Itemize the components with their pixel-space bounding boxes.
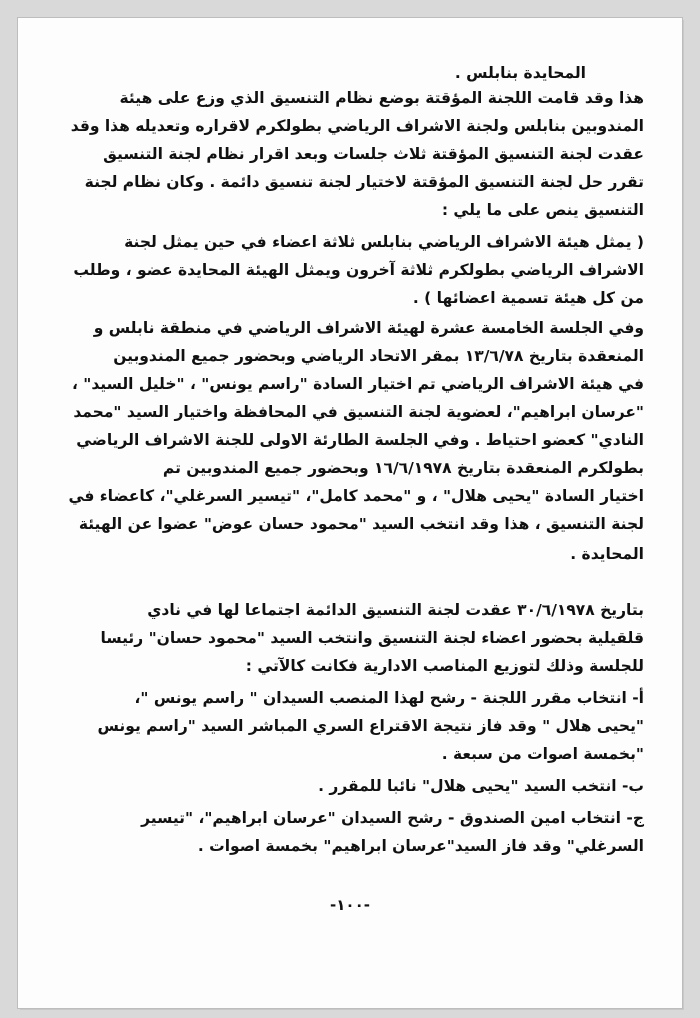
text-line: المحايدة .	[570, 545, 644, 563]
text-line: "عرسان ابراهيم"، لعضوية لجنة التنسيق في المحافظة واختيار السيد "محمد	[73, 403, 644, 421]
text-line: الاشراف الرياضي بطولكرم ثلاثة آخرون ويمثل الهيئة المحايدة عضو ، وطلب	[73, 261, 644, 279]
list-item: ب- انتخب السيد "يحيى هلال" نائبا للمقرر .	[318, 777, 644, 795]
text-line: المحايدة بنابلس .	[454, 64, 586, 82]
document-page	[18, 18, 682, 1008]
text-line: للجلسة وذلك لتوزيع المناصب الادارية فكانت كالآتي :	[245, 657, 644, 675]
text-line: النادي" كعضو احتياط . وفي الجلسة الطارئة الاولى للجنة الاشراف الرياضي	[76, 431, 644, 449]
text-line: قلقيلية بحضور اعضاء لجنة التنسيق وانتخب السيد "محمود حسان" رئيسا	[100, 629, 644, 647]
text-line: من كل هيئة تسمية اعضائها ) .	[412, 289, 644, 307]
text-line: وفي الجلسة الخامسة عشرة لهيئة الاشراف الرياضي في منطقة نابلس و	[93, 319, 644, 337]
text-line: لجنة التنسيق ، هذا وقد انتخب السيد "محمود حسان عوض" عضوا عن الهيئة	[78, 515, 644, 533]
list-item: ج- انتخاب امين الصندوق - رشح السيدان "عرسان ابراهيم"، "تيسير	[141, 809, 644, 827]
text-line: "بخمسة اصوات من سبعة .	[441, 745, 644, 763]
text-line: هذا وقد قامت اللجنة المؤقتة بوضع نظام التنسيق الذي وزع على هيئة	[119, 89, 644, 107]
page-number: -١٠٠-	[330, 896, 370, 914]
text-line: عقدت لجنة التنسيق المؤقتة ثلاث جلسات وبعد اقرار نظام لجنة التنسيق	[103, 145, 644, 163]
text-line: تقرر حل لجنة التنسيق المؤقتة لاختيار لجنة تنسيق دائمة . وكان نظام لجنة	[84, 173, 644, 191]
text-line: التنسيق ينص على ما يلي :	[441, 201, 644, 219]
text-line: بطولكرم المنعقدة بتاريخ ١٦/٦/١٩٧٨ وبحضور جميع المندوبين تم	[162, 459, 644, 477]
text-line: السرغلي" وقد فاز السيد"عرسان ابراهيم" بخمسة اصوات .	[197, 837, 644, 855]
text-line: بتاريخ ٣٠/٦/١٩٧٨ عقدت لجنة التنسيق الدائمة اجتماعا لها في نادي	[147, 601, 644, 619]
text-line: في هيئة الاشراف الرياضي تم اختيار السادة "راسم يونس" ، "خليل السيد" ،	[71, 375, 644, 393]
text-line: ( يمثل هيئة الاشراف الرياضي بنابلس ثلاثة اعضاء في حين يمثل لجنة	[124, 233, 644, 251]
list-item: أ- انتخاب مقرر اللجنة - رشح لهذا المنصب السيدان " راسم يونس "،	[134, 689, 644, 707]
text-line: المنعقدة بتاريخ ١٣/٦/٧٨ بمقر الاتحاد الرياضي وبحضور جميع المندوبين	[113, 347, 644, 365]
text-line: "يحيى هلال " وقد فاز نتيجة الاقتراع السري المباشر السيد "راسم يونس	[97, 717, 644, 735]
text-line: المندوبين بنابلس ولجنة الاشراف الرياضي بطولكرم لاقراره وتعديله هذا وقد	[70, 117, 644, 135]
text-line: اختيار السادة "يحيى هلال" ، و "محمد كامل"، "تيسير السرغلي"، كاعضاء في	[68, 487, 644, 505]
